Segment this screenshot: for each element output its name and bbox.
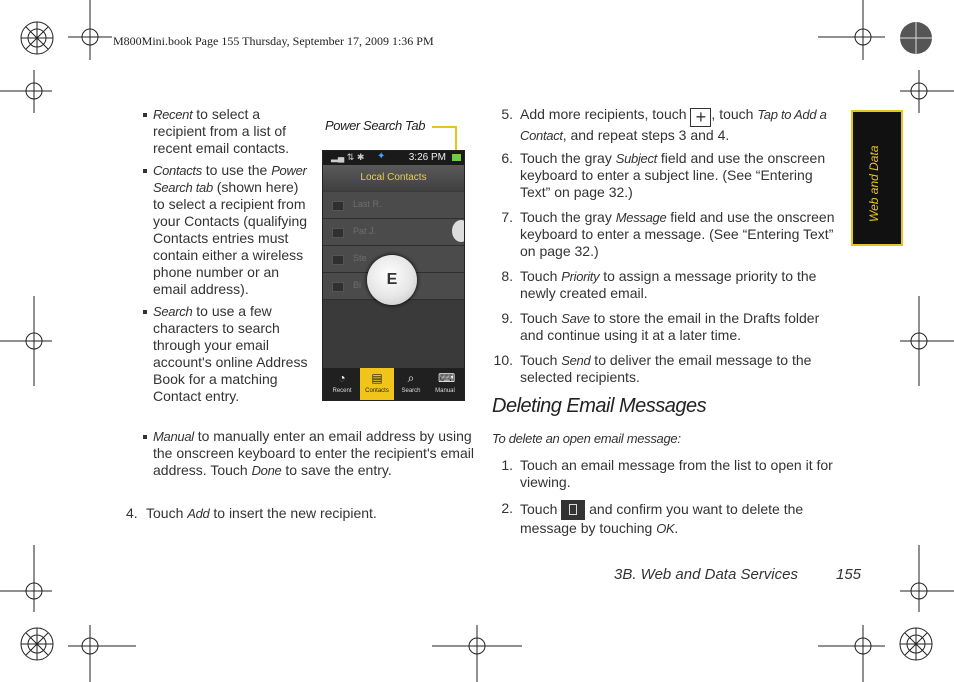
- step-text: to store the email in the Drafts folder and continue using it at a later time.: [520, 310, 820, 343]
- step-text: Touch: [520, 501, 562, 517]
- starburst-mark-icon: [21, 22, 53, 54]
- filled-registration-mark-icon: [900, 22, 932, 54]
- term-priority: Priority: [561, 269, 600, 284]
- term-tap-to-add: Tap to Add a Contact: [520, 107, 827, 143]
- term-add: Add: [187, 506, 210, 521]
- step-text: .: [674, 520, 679, 536]
- crosshair-mark-icon: [818, 625, 885, 682]
- figure-caption: Power Search Tab: [325, 118, 426, 133]
- search-icon: ⌕: [407, 371, 415, 385]
- bullet-search-text: to use a few characters to search through your email account's online Address Book for a matching Contact entry.: [153, 303, 308, 404]
- bullet-contacts-text: to use the: [201, 162, 272, 178]
- letter-index-bubble: E: [367, 255, 417, 305]
- term-power-search-tab: Power Search tab: [153, 163, 307, 195]
- step-text: field and use the onscreen keyboard to enter a message. (See “Entering Text” on page 32.): [520, 209, 835, 259]
- bullet-recent-text: to select a recipient from a list of recent email contacts.: [153, 106, 290, 156]
- step-number: 10.: [493, 352, 513, 368]
- step-text: Touch: [520, 268, 562, 284]
- term-contacts: Contacts: [153, 163, 202, 178]
- tab-manual-label: Manual: [435, 388, 455, 394]
- step-text: and confirm you want to delete the message by touching: [520, 501, 804, 536]
- step-number: 6.: [501, 150, 513, 166]
- step-text: Add more recipients, touch: [520, 106, 691, 122]
- tab-recent-label: Recent: [332, 388, 352, 394]
- step-number: 5.: [501, 106, 513, 122]
- step-number: 7.: [501, 209, 513, 225]
- crosshair-mark-icon: [0, 70, 52, 113]
- term-subject: Subject: [615, 151, 657, 166]
- step-text: Touch the gray: [520, 150, 616, 166]
- crosshair-mark-icon: [900, 545, 954, 612]
- page-number: 155: [836, 566, 862, 583]
- crosshair-mark-icon: [818, 0, 885, 60]
- keyboard-icon: ⌨: [438, 371, 456, 385]
- side-tab-label: Web and Data: [867, 145, 881, 222]
- step-text: , touch: [711, 106, 758, 122]
- crosshair-mark-icon: [68, 625, 136, 682]
- contact-row-name: Last R.: [353, 199, 382, 209]
- term-search: Search: [153, 304, 193, 319]
- tab-contacts-label: Contacts: [365, 388, 389, 394]
- contact-row-name: Bi: [353, 280, 362, 290]
- book-header: M800Mini.book Page 155 Thursday, September 17, 2009 1:36 PM: [113, 34, 434, 48]
- phone-clock: 3:26 PM: [408, 152, 446, 163]
- crosshair-mark-icon: [68, 0, 112, 60]
- plus-icon: +: [690, 108, 711, 127]
- step-4-number: 4.: [126, 505, 138, 521]
- signal-icon: ▂▄ ⇅ ✱: [331, 152, 365, 162]
- clock-icon: ◔: [338, 371, 346, 385]
- step-number: 2.: [501, 500, 513, 516]
- crosshair-mark-icon: [900, 70, 954, 113]
- step-text: Touch: [520, 352, 562, 368]
- term-save: Save: [561, 311, 590, 326]
- contact-row-name: Ste: [353, 253, 367, 263]
- bluetooth-icon: ✦: [377, 151, 386, 162]
- term-recent: Recent: [153, 107, 193, 122]
- step-number: 8.: [501, 268, 513, 284]
- step-text: to assign a message priority to the newly created email.: [520, 268, 817, 301]
- section-title: Deleting Email Messages: [492, 395, 707, 417]
- term-message: Message: [615, 210, 667, 225]
- step-text: Touch: [520, 310, 562, 326]
- step-number: 1.: [501, 457, 513, 473]
- bullet-manual-text2: to save the entry.: [281, 462, 392, 478]
- starburst-mark-icon: [900, 628, 932, 660]
- term-manual: Manual: [153, 429, 194, 444]
- crosshair-mark-icon: [432, 625, 522, 682]
- step-text: field and use the onscreen keyboard to enter a subject line. (See “Entering Text” on page 32.): [520, 150, 826, 200]
- term-done: Done: [251, 463, 282, 478]
- step-4-post: to insert the new recipient.: [209, 505, 377, 521]
- step-4-pre: Touch: [146, 505, 188, 521]
- term-ok: OK: [656, 521, 675, 536]
- step-text: Touch an email message from the list to open it for viewing.: [520, 457, 833, 490]
- term-send: Send: [561, 353, 591, 368]
- tab-search-label: Search: [401, 388, 421, 394]
- contacts-icon: ▤: [371, 371, 383, 385]
- crosshair-mark-icon: [0, 296, 52, 386]
- contact-row-name: Pat J.: [353, 226, 377, 236]
- bullet-contacts-text2: (shown here) to select a recipient from your Contacts (qualifying Contacts entries must contain either a wireless phone number or an email address).: [153, 179, 308, 297]
- bullet-manual-text: to manually enter an email address by using the onscreen keyboard to enter the recipient's email address. Touch: [153, 428, 474, 478]
- step-text: , and repeat steps 3 and 4.: [562, 127, 730, 143]
- starburst-mark-icon: [21, 628, 53, 660]
- procedure-title: To delete an open email message:: [492, 431, 681, 446]
- step-text: Touch the gray: [520, 209, 616, 225]
- footer-section-name: 3B. Web and Data Services: [614, 566, 798, 583]
- crosshair-mark-icon: [900, 296, 954, 386]
- phone-title: Local Contacts: [360, 172, 427, 183]
- step-number: 9.: [501, 310, 513, 326]
- crosshair-mark-icon: [0, 545, 52, 612]
- step-text: to deliver the email message to the selected recipients.: [520, 352, 812, 385]
